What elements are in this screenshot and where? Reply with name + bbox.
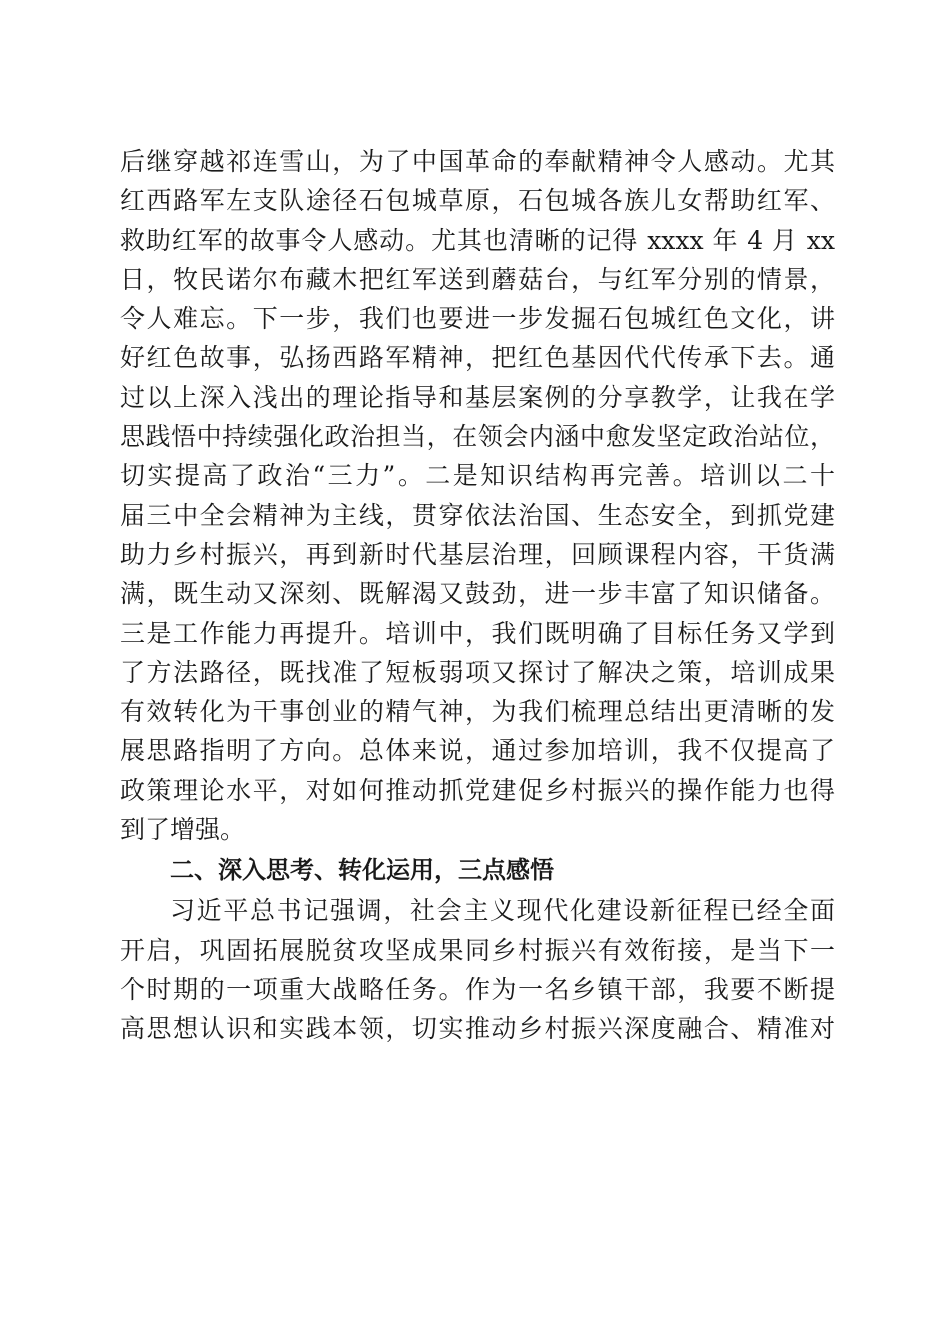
paragraph-line: 政策理论水平，对如何推动抓党建促乡村振兴的操作能力也得 — [120, 775, 835, 805]
paragraph-line: 满，既生动又深刻、既解渴又鼓劲，进一步丰富了知识储备。 — [120, 579, 835, 609]
paragraph-line: 三是工作能力再提升。培训中，我们既明确了目标任务又学到 — [120, 618, 835, 648]
paragraph-line: 有效转化为干事创业的精气神，为我们梳理总结出更清晰的发 — [120, 697, 835, 727]
paragraph-line: 助力乡村振兴，再到新时代基层治理，回顾课程内容，干货满 — [120, 539, 835, 569]
paragraph-line: 令人难忘。下一步，我们也要进一步发掘石包城红色文化，讲 — [120, 304, 835, 334]
paragraph-line: 日，牧民诺尔布藏木把红军送到蘑菇台，与红军分别的情景， — [120, 264, 835, 294]
paragraph-line: 届三中全会精神为主线，贯穿依法治国、生态安全，到抓党建 — [120, 500, 835, 530]
paragraph-line: 习近平总书记强调，社会主义现代化建设新征程已经全面 — [170, 896, 835, 926]
paragraph-line: 后继穿越祁连雪山，为了中国革命的奉献精神令人感动。尤其 — [120, 147, 835, 176]
paragraph-line: 好红色故事，弘扬西路军精神，把红色基因代代传承下去。通 — [120, 343, 835, 373]
paragraph-line: 过以上深入浅出的理论指导和基层案例的分享教学，让我在学 — [120, 382, 835, 412]
paragraph-line: 到了增强。 — [120, 815, 246, 845]
paragraph-line: 切实提高了政治“三力”。二是知识结构再完善。培训以二十 — [120, 461, 835, 491]
paragraph-line: 救助红军的故事令人感动。尤其也清晰的记得 xxxx 年 4 月 xx — [120, 225, 835, 255]
paragraph-line: 展思路指明了方向。总体来说，通过参加培训，我不仅提高了 — [120, 736, 835, 766]
paragraph-line: 了方法路径，既找准了短板弱项又探讨了解决之策，培训成果 — [120, 657, 835, 687]
paragraph-line: 开启，巩固拓展脱贫攻坚成果同乡村振兴有效衔接，是当下一 — [120, 935, 835, 965]
paragraph-line: 思践悟中持续强化政治担当，在领会内涵中愈发坚定政治站位， — [120, 422, 835, 452]
paragraph-line: 个时期的一项重大战略任务。作为一名乡镇干部，我要不断提 — [120, 974, 835, 1004]
paragraph-2 — [120, 891, 835, 1048]
paragraph-line: 红西路军左支队途径石包城草原，石包城各族儿女帮助红军、 — [120, 186, 835, 216]
document-body — [120, 142, 835, 1049]
paragraph-line: 高思想认识和实践本领，切实推动乡村振兴深度融合、精准对 — [120, 1014, 835, 1044]
section-heading: 二、深入思考、转化运用，三点感悟 — [170, 856, 554, 885]
paragraph-1 — [120, 142, 835, 849]
